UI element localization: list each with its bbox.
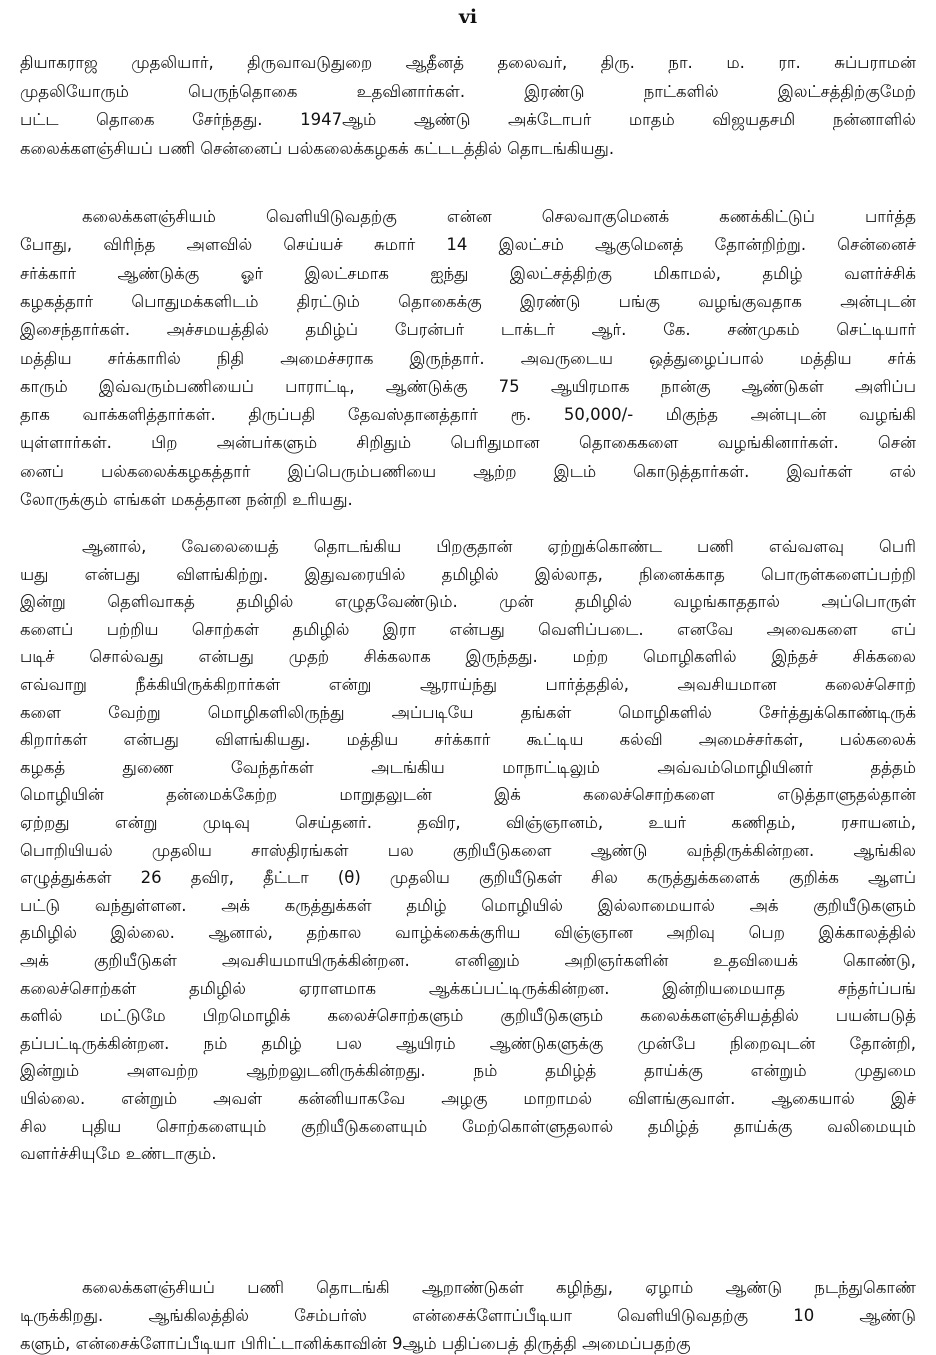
text-line: ஆனால், வேலையைத் தொடங்கிய பிறகுதான் ஏற்றுக்கொண்ட பணி எவ்வளவு பெரி (82, 537, 916, 556)
text-line: லோருக்கும் எங்கள் மகத்தான நன்றி உரியது. (20, 490, 353, 509)
text-line: சர்க்கார் ஆண்டுக்கு ஓர் இலட்சமாக ஐந்து இலட்சத்திற்கு மிகாமல், தமிழ் வளர்ச்சிக் (20, 263, 916, 283)
text-line: இன்றும் அளவற்ற ஆற்றலுடனிருக்கின்றது. நம் தமிழ்த் தாய்க்கு என்றும் முதுமை (20, 1061, 916, 1081)
text-line: கிறார்கள் என்பது விளங்கியது. மத்திய சர்க்கார் கூட்டிய கல்வி அமைச்சர்கள், பல்கலைக் (20, 730, 916, 750)
text-line: போது, விரிந்த அளவில் செய்யச் சுமார் 14 இலட்சம் ஆகுமெனத் தோன்றிற்று. சென்னைச் (20, 235, 916, 255)
text-line: பட்டு வந்துள்ளன. அக் கருத்துக்கள் தமிழ் மொழியில் இல்லாமையால் அக் குறியீடுகளும் (20, 895, 916, 915)
text-line: ஏற்றது என்று முடிவு செய்தனர். தவிர, விஞ்ஞானம், உயர் கணிதம், ரசாயனம், (20, 813, 916, 832)
text-line: சில புதிய சொற்களையும் குறியீடுகளையும் மேற்கொள்ளுதலால் தமிழ்த் தாய்க்கு வலிமையும் (20, 1116, 916, 1136)
text-line: களைப் பற்றிய சொற்கள் தமிழில் இரா என்பது வெளிப்படை. எனவே அவைகளை எப் (20, 619, 916, 639)
text-line: கழகத் துணை வேந்தர்கள் அடங்கிய மாநாட்டிலும் அவ்வம்மொழியினர் தத்தம் (20, 757, 916, 777)
text-line: எழுத்துக்கள் 26 தவிர, தீட்டா (θ) முதலிய குறியீடுகள் சில கருத்துக்களைக் குறிக்க ஆளப் (20, 868, 916, 888)
text-line: களும், என்சைக்ளோப்பீடியா பிரிட்டானிக்காவின் 9ஆம் பதிப்பைத் திருத்தி அமைப்பதற்கு (20, 1334, 691, 1353)
text-line: வளர்ச்சியுமே உண்டாகும். (20, 1144, 217, 1164)
text-line: கலைக்களஞ்சியம் வெளியிடுவதற்கு என்ன செலவாகுமெனக் கணக்கிட்டுப் பார்த்த (82, 207, 916, 226)
text-line: கலைச்சொற்கள் தமிழில் ஏராளமாக ஆக்கப்பட்டிருக்கின்றன. இன்றியமையாத சந்தர்ப்பங் (20, 978, 916, 998)
page-number: vi (458, 6, 478, 28)
text-line: யுள்ளார்கள். பிற அன்பர்களும் சிறிதும் பெரிதுமான தொகைகளை வழங்கினார்கள். சென் (20, 433, 916, 453)
text-line: களை வேற்று மொழிகளிலிருந்து அப்படியே தங்கள் மொழிகளில் சேர்த்துக்கொண்டிருக் (20, 702, 916, 722)
text-line: முதலியோரும் பெருந்தொகை உதவினார்கள். இரண்டு நாட்களில் இலட்சத்திற்குமேற் (20, 81, 916, 101)
text-line: எவ்வாறு நீக்கியிருக்கிறார்கள் என்று ஆராய்ந்து பார்த்ததில், அவசியமான கலைச்சொற் (20, 675, 916, 694)
text-line: பட்ட தொகை சேர்ந்தது. 1947ஆம் ஆண்டு அக்டோபர் மாதம் விஜயதசமி நன்னாளில் (20, 110, 916, 129)
text-line: பொறியியல் முதலிய சாஸ்திரங்கள் பல குறியீடுகளை ஆண்டு வந்திருக்கின்றன. ஆங்கில (20, 840, 916, 860)
text-line: படிச் சொல்வது என்பது முதற் சிக்கலாக இருந்தது. மற்ற மொழிகளில் இந்தச் சிக்கலை (20, 647, 916, 667)
text-line: தியாகராஜ முதலியார், திருவாவடுதுறை ஆதீனத் தலைவர், திரு. நா. ம. ரா. சுப்பராமன் (20, 53, 916, 72)
text-line: களில் மட்டுமே பிறமொழிக் கலைச்சொற்களும் குறியீடுகளும் கலைக்களஞ்சியத்தில் பயன்படுத் (20, 1006, 916, 1026)
text-line: யில்லை. என்றும் அவள் கன்னியாகவே அழகு மாறாமல் விளங்குவாள். ஆகையால் இச் (20, 1089, 916, 1108)
text-line: கழகத்தார் பொதுமக்களிடம் திரட்டும் தொகைக்கு இரண்டு பங்கு வழங்குவதாக அன்புடன் (20, 291, 916, 311)
text-line: அக் குறியீடுகள் அவசியமாயிருக்கின்றன. எனினும் அறிஞர்களின் உதவியைக் கொண்டு, (20, 951, 916, 970)
text-line: கலைக்களஞ்சியப் பணி சென்னைப் பல்கலைக்கழகக் கட்டடத்தில் தொடங்கியது. (20, 138, 615, 158)
text-line: மத்திய சர்க்காரில் நிதி அமைச்சராக இருந்தார். அவருடைய ஒத்துழைப்பால் மத்திய சர்க் (20, 348, 916, 368)
text-line: இன்று தெளிவாகத் தமிழில் எழுதவேண்டும். முன் தமிழில் வழங்காததால் அப்பொருள் (20, 592, 916, 612)
text-line: னைப் பல்கலைக்கழகத்தார் இப்பெரும்பணியை ஆற்ற இடம் கொடுத்தார்கள். இவர்கள் எல் (20, 461, 916, 481)
text-line: கலைக்களஞ்சியப் பணி தொடங்கி ஆறாண்டுகள் கழிந்து, ஏழாம் ஆண்டு நடந்துகொண் (82, 1278, 916, 1297)
text-line: தமிழில் இல்லை. ஆனால், தற்கால வாழ்க்கைக்குரிய விஞ்ஞான அறிவு பெற இக்காலத்தில் (20, 923, 916, 943)
text-line: டிருக்கிறது. ஆங்கிலத்தில் சேம்பர்ஸ் என்சைக்ளோப்பீடியா வெளியிடுவதற்கு 10 ஆண்டு (20, 1306, 916, 1325)
text-line: காரும் இவ்வரும்பணியைப் பாராட்டி, ஆண்டுக்கு 75 ஆயிரமாக நான்கு ஆண்டுகள் அளிப்ப (20, 376, 916, 396)
text-line: தப்பட்டிருக்கின்றன. நம் தமிழ் பல ஆயிரம் ஆண்டுகளுக்கு முன்பே நிறைவுடன் தோன்றி, (20, 1033, 916, 1053)
text-line: இசைந்தார்கள். அச்சமயத்தில் தமிழ்ப் பேரன்பர் டாக்டர் ஆர். கே. சண்முகம் செட்டியார் (20, 320, 916, 340)
text-line: தாக வாக்களித்தார்கள். திருப்பதி தேவஸ்தானத்தார் ரூ. 50,000/- மிகுந்த அன்புடன் வழங்கி (20, 405, 916, 425)
text-line: மொழியின் தன்மைக்கேற்ற மாறுதலுடன் இக் கலைச்சொற்களை எடுத்தாளுதல்தான் (20, 785, 916, 805)
text-line: யது என்பது விளங்கிற்று. இதுவரையில் தமிழில் இல்லாத, நினைக்காத பொருள்களைப்பற்றி (20, 564, 916, 584)
